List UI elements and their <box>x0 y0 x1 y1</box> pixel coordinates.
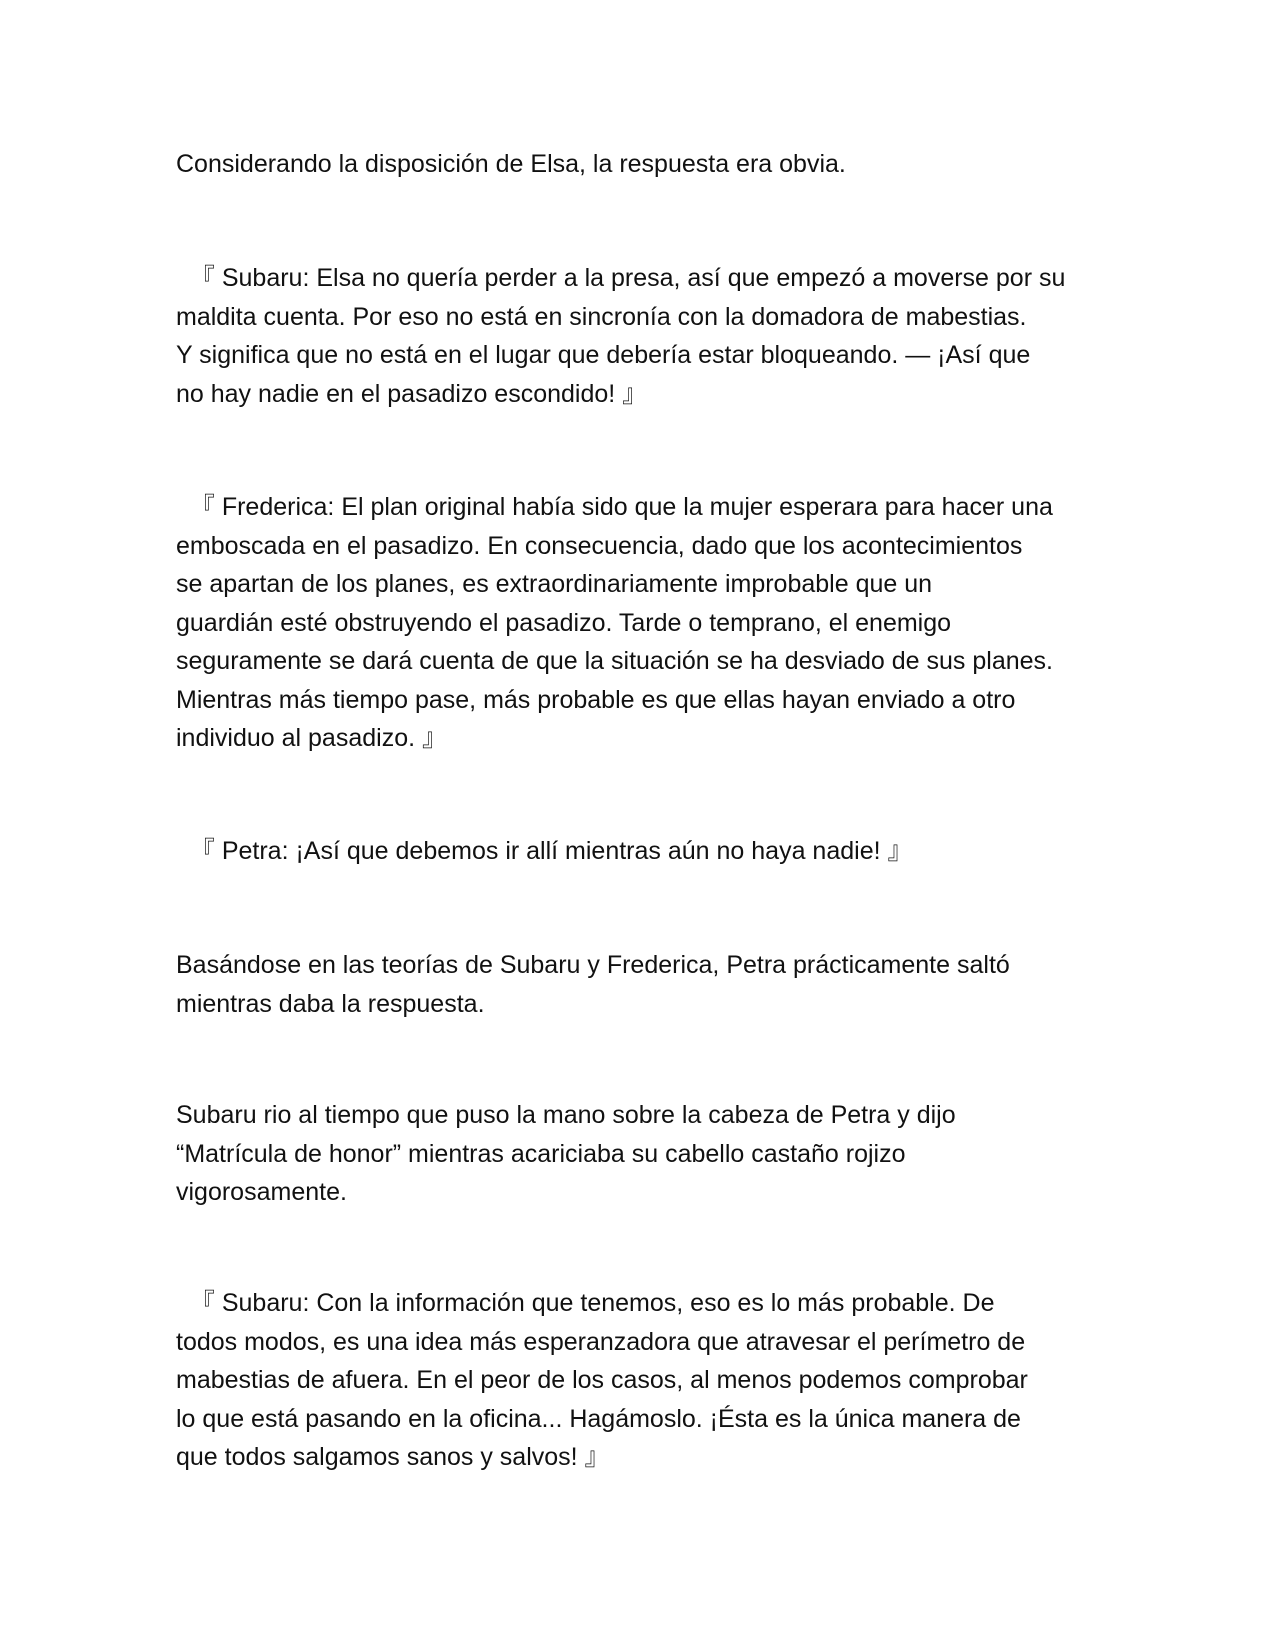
dialogue-paragraph-subaru: 『 Subaru: Con la información que tenemos, eso es lo más probable. De todos modos, es una idea más esperanzadora que atravesar el perímetro de mabestias de afuera. En el peor de los casos, al menos podemos comprobar lo que está pasando en la oficina... Hagámoslo. ¡Ésta es la única manera de que todos salgamos sanos y salvos! 』 <box>176 1289 1028 1471</box>
narration-paragraph: Basándose en las teorías de Subaru y Frederica, Petra prácticamente saltó mientras daba la respuesta. <box>176 951 1010 1018</box>
dialogue-paragraph-petra: 『 Petra: ¡Así que debemos ir allí mientras aún no haya nadie! 』 <box>176 837 913 865</box>
dialogue-paragraph-frederica: 『 Frederica: El plan original había sido que la mujer esperara para hacer una emboscada en el pasadizo. En consecuencia, dado que los acontecimientos se apartan de los planes, es extraordinariamente improbable que un guardián esté obstruyendo el pasadizo. Tarde o temprano, el enemigo seguramente se dará cuenta de que la situación se ha desviado de sus planes. Mientras más tiempo pase, más probable es que ellas hayan enviado a otro individuo al pasadizo. 』 <box>176 493 1053 752</box>
narration-paragraph: Considerando la disposición de Elsa, la respuesta era obvia. <box>176 150 846 178</box>
dialogue-paragraph-subaru: 『 Subaru: Elsa no quería perder a la presa, así que empezó a moverse por su maldita cuenta. Por eso no está en sincronía con la domadora de mabestias. Y significa que no está en el lugar que debería estar bloqueando. — ¡Así que no hay nadie en el pasadizo escondido! 』 <box>176 264 1066 408</box>
narration-paragraph: Subaru rio al tiempo que puso la mano sobre la cabeza de Petra y dijo “Matrícula de honor” mientras acariciaba su cabello castaño rojizo vigorosamente. <box>176 1101 956 1206</box>
